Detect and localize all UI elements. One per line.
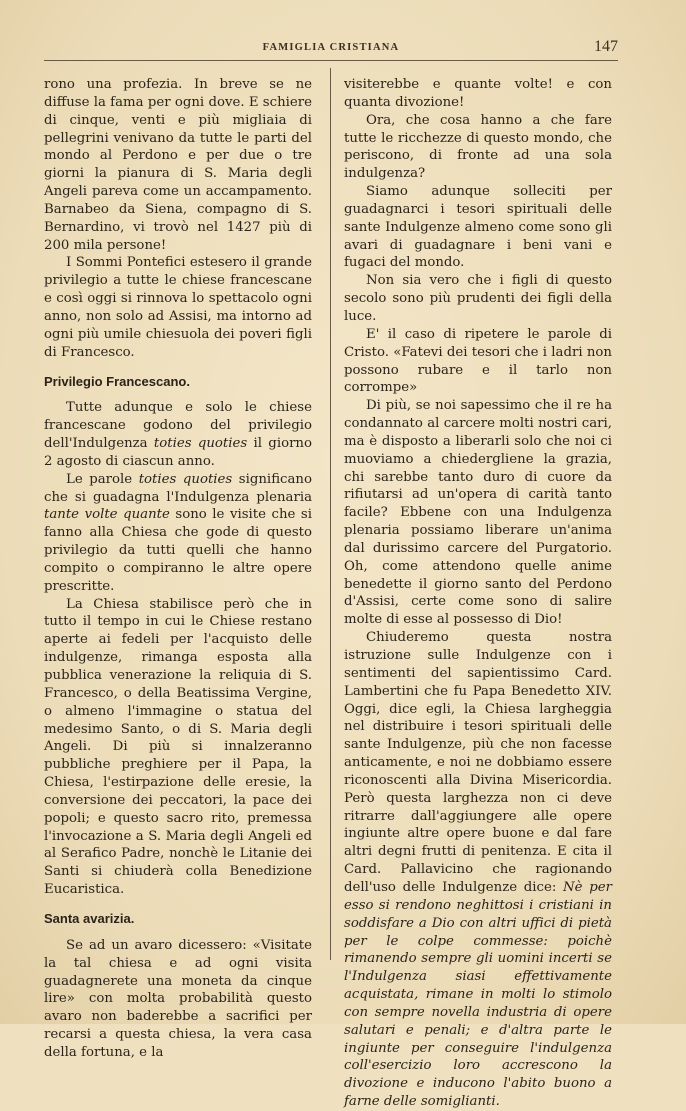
running-title: FAMIGLIA CRISTIANA [262,42,400,53]
left-column [44,76,312,1062]
text-run: Le parole [66,471,139,487]
paragraph [44,471,312,596]
paragraph: E' il caso di ripetere le parole di Cristo. «Fatevi dei tesori che i ladri non possono rubare e il tarlo non corrompe» [344,326,612,396]
italic-quote: Nè per esso si rendono neghittosi i cristiani in soddisfare a Dio con altri uffici di pietà per le colpe commesse: poichè rimanendo sempre gli uomini incerti se l'Indulgenza siasi effettivamente acquistata, rimane in molti lo stimolo con sempre novella industria di opere salutari e penali; e d'altra parte le ingiunte per conseguire l'indulgenza coll'esercizio loro accrescono la divozione e inducono l'abito buono a farne delle somiglianti. [344,879,612,1110]
paragraph: Non sia vero che i figli di questo secolo sono più prudenti dei figli della luce. [344,273,612,324]
text-run: Chiuderemo questa nostra istruzione sulle Indulgenze con i sentimenti del sapientissimo Card. Lambertini che fu Papa Benedetto XIV. Oggi, dice egli, la Chiesa largheggia nel distribuire i tesori spirituali delle sante Indulgenze, più che non facesse anticamente, e noi ne dobbiamo essere riconoscenti alla Divina Misericordia. Però questa larghezza non ci deve ritrarre dall'aggiungere alle opere ingiunte altre opere buone e dal fare altri degni frutti di penitenza. E cita il Card. Pallavicino che ragionando dell'uso delle Indulgenze dice: [344,630,612,895]
section-heading: Santa avarizia. [44,910,135,926]
text-run: significano che si guadagna l'Indulgenza plenaria [44,471,313,505]
text-run: il giorno 2 agosto di ciascun anno. [44,436,312,469]
paragraph [344,629,612,1111]
paragraph: Se ad un avaro dicessero: «Visitate la tal chiesa e ad ogni visita guadagnerete una moneta da cinque lire» con molta probabilità questo avaro non baderebbe a sacrifici per recarsi a questa chiesa, la vera casa della fortuna, e la [44,937,312,1060]
page-header [44,40,618,60]
paragraph: La Chiesa stabilisce però che in tutto il tempo in cui le Chiese restano aperte ai fedeli per l'acquisto delle indulgenze, rimanga esposta alla pubblica venerazione la reliquia di S. Francesco, o della Beatissima Vergine, o almeno l'immagine o statua del medesimo Santo, o di S. Maria degli Angeli. Di più si innalzeranno pubbliche preghiere per il Papa, la Chiesa, l'estirpazione delle eresie, la conversione dei peccatori, la pace dei popoli; e questo sacro rito, premessa l'invocazione a S. Maria degli Angeli ed al Serafico Padre, nonchè le Litanie dei Santi si chiuderà colla Benedizione Eucaristica. [44,596,312,898]
header-rule [44,60,618,61]
column-divider [330,68,331,960]
paragraph [44,399,312,470]
text-run: Tutte adunque e solo le chiese francescane godono del privilegio dell'Indulgenza [44,400,312,452]
paragraph: Di più, se noi sapessimo che il re ha condannato al carcere molti nostri cari, ma è disposto a liberarli solo che noi ci muoviamo a chiedergliene la grazia, chi sarebbe tanto duro di cuore da rifiutarsi ad un'opera di carità tanto facile? Ebbene con una Indulgenza plenaria possiamo liberare un'anima dal durissimo carcere del Purgatorio. Oh, come attendono quelle anime benedette il giorno santo del Perdono d'Assisi, certe come sono di salire molte di esse al possesso di Dio! [344,398,612,628]
italic-text: toties quoties [153,436,248,452]
right-column [344,76,612,1111]
italic-text: tante volte quante [44,507,170,523]
paragraph: Ora, che cosa hanno a che fare tutte le ricchezze di questo mondo, che periscono, di fronte ad una sola indulgenza? [344,112,612,182]
paragraph: I Sommi Pontefici estesero il grande privilegio a tutte le chiese francescane e così oggi si rinnova lo spettacolo ogni anno, non solo ad Assisi, ma intorno ad ogni più umile chiesuola dei poveri figli di Francesco. [44,255,312,360]
paragraph: rono una profezia. In breve se ne diffuse la fama per ogni dove. E schiere di cinque, venti e più migliaia di pellegrini venivano da tutte le parti del mondo al Perdono e per due o tre giorni la pianura di S. Maria degli Angeli pareva come un accampamento. Barnabeo da Siena, compagno di S. Bernardino, vi trovò nel 1427 più di 200 mila persone! [44,77,312,253]
paragraph: visiterebbe e quante volte! e con quanta divozione! [344,77,612,110]
text-run: sono le visite che si fanno alla Chiesa che gode di questo privilegio da tutti quelli che hanno compito o compiranno le altre opere prescritte. [44,507,312,594]
section-heading: Privilegio Francescano. [44,373,190,389]
italic-text: toties quoties [138,471,233,487]
paragraph: Siamo adunque solleciti per guadagnarci i tesori spirituali delle sante Indulgenze almeno come sono gli avari di guadagnare i beni vani e fugaci del mondo. [344,184,612,271]
page-number: 147 [594,38,618,55]
